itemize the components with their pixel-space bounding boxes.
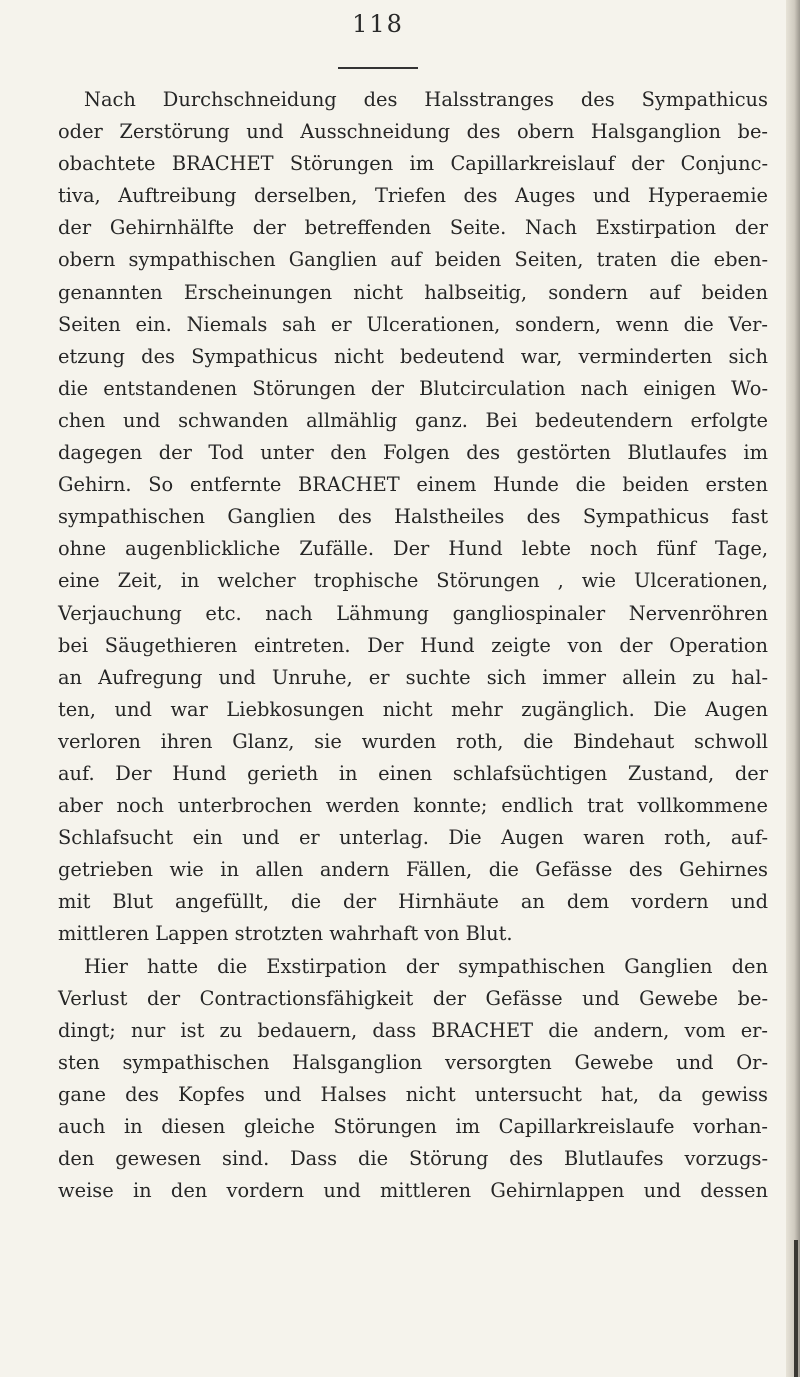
text-line: auf. Der Hund gerieth in einen schlafsüchtigen Zustand, der xyxy=(58,761,768,785)
text-line: obern sympathischen Ganglien auf beiden Seiten, traten die eben- xyxy=(58,248,768,272)
text-line: genannten Erscheinungen nicht halbseitig, sondern auf beiden xyxy=(58,280,768,304)
paragraph-1 xyxy=(58,84,768,951)
text-line: ohne augenblickliche Zufälle. Der Hund lebte noch fünf Tage, xyxy=(58,537,768,561)
text-line: weise in den vordern und mittleren Gehirnlappen und dessen xyxy=(58,1179,768,1203)
text-line: getrieben wie in allen andern Fällen, die Gefässe des Gehirnes xyxy=(58,858,768,882)
text-line: der Gehirnhälfte der betreffenden Seite. Nach Exstirpation der xyxy=(58,216,768,240)
text-line: sympathischen Ganglien des Halstheiles des Sympathicus fast xyxy=(58,505,768,529)
text-line: tiva, Auftreibung derselben, Triefen des Auges und Hyperaemie xyxy=(58,184,768,208)
text-line: Verlust der Contractionsfähigkeit der Gefässe und Gewebe be- xyxy=(58,986,768,1010)
text-line: Hier hatte die Exstirpation der sympathischen Ganglien den xyxy=(84,954,768,978)
text-line: mittleren Lappen strotzten wahrhaft von Blut. xyxy=(58,922,513,946)
page-number-rule xyxy=(338,67,418,69)
text-line: dagegen der Tod unter den Folgen des gestörten Blutlaufes im xyxy=(58,441,768,465)
text-line: bei Säugethieren eintreten. Der Hund zeigte von der Operation xyxy=(58,633,768,657)
text-line: verloren ihren Glanz, sie wurden roth, die Bindehaut schwoll xyxy=(58,729,768,753)
text-line: obachtete BRACHET Störungen im Capillarkreislauf der Conjunc- xyxy=(58,152,768,176)
page-edge xyxy=(786,0,800,1377)
text-line: Schlafsucht ein und er unterlag. Die Augen waren roth, auf- xyxy=(58,826,768,850)
text-line: etzung des Sympathicus nicht bedeutend war, verminderten sich xyxy=(58,344,768,368)
text-line: oder Zerstörung und Ausschneidung des obern Halsganglion be- xyxy=(58,120,768,144)
text-line: die entstandenen Störungen der Blutcirculation nach einigen Wo- xyxy=(58,376,768,400)
text-line: eine Zeit, in welcher trophische Störungen , wie Ulcerationen, xyxy=(58,569,768,593)
text-line: mit Blut angefüllt, die der Hirnhäute an dem vordern und xyxy=(58,890,768,914)
text-line: den gewesen sind. Dass die Störung des Blutlaufes vorzugs- xyxy=(58,1147,768,1171)
body-text xyxy=(58,84,768,1207)
text-line: Nach Durchschneidung des Halsstranges des Sympathicus xyxy=(84,88,768,111)
text-line: gane des Kopfes und Halses nicht untersucht hat, da gewiss xyxy=(58,1082,768,1106)
text-line: ten, und war Liebkosungen nicht mehr zugänglich. Die Augen xyxy=(58,697,768,721)
text-line: auch in diesen gleiche Störungen im Capillarkreislaufe vorhan- xyxy=(58,1115,768,1138)
page-number: 118 xyxy=(352,10,404,38)
page-edge-shadow xyxy=(794,1240,798,1377)
text-line: dingt; nur ist zu bedauern, dass BRACHET die andern, vom er- xyxy=(58,1018,768,1042)
text-line: aber noch unterbrochen werden konnte; endlich trat vollkommene xyxy=(58,794,768,818)
text-line: Seiten ein. Niemals sah er Ulcerationen, sondern, wenn die Ver- xyxy=(58,312,768,336)
text-line: chen und schwanden allmählig ganz. Bei bedeutendern erfolgte xyxy=(58,408,768,432)
text-line: Verjauchung etc. nach Lähmung gangliospinaler Nervenröhren xyxy=(58,601,768,625)
text-line: an Aufregung und Unruhe, er suchte sich immer allein zu hal- xyxy=(58,665,768,689)
paragraph-2 xyxy=(58,951,768,1208)
text-line: Gehirn. So entfernte BRACHET einem Hunde die beiden ersten xyxy=(58,473,768,497)
text-line: sten sympathischen Halsganglion versorgten Gewebe und Or- xyxy=(58,1050,768,1074)
